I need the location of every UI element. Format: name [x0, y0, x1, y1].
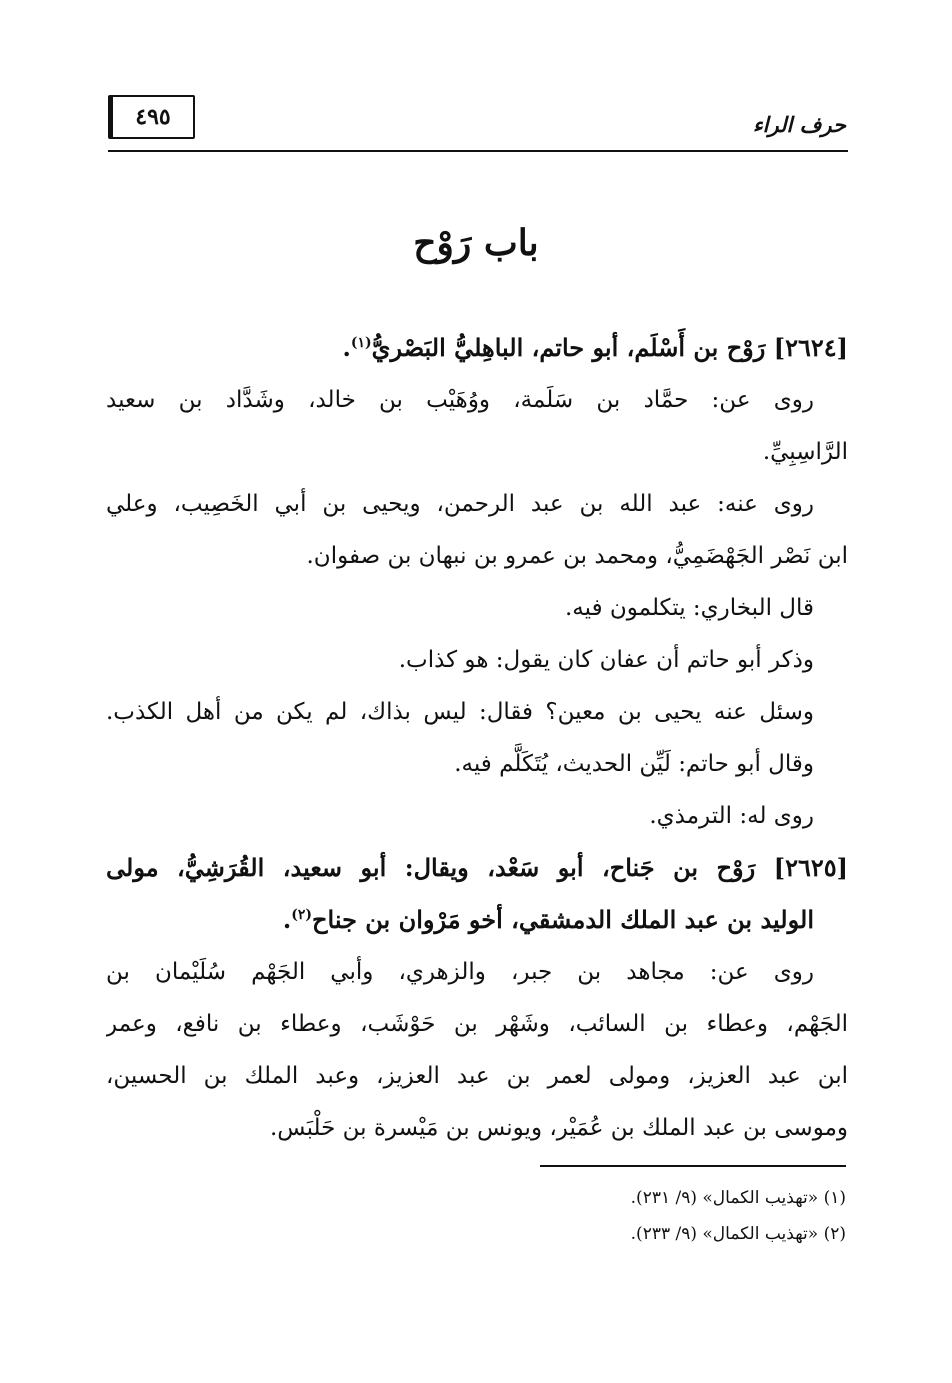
- entry-heading-2624: [106, 322, 848, 374]
- heading-end: .: [282, 905, 292, 934]
- entry-line: قال البخاري: يتكلمون فيه.: [564, 595, 814, 621]
- entry-heading-text: الوليد بن عبد الملك الدمشقي، أخو مَرْوان بن جناح: [312, 905, 814, 934]
- running-title: حرف الراء: [752, 112, 846, 137]
- entry-line: وسئل عنه يحيى بن معين؟ فقال: ليس بذاك، لم يكن من أهل الكذب.: [106, 699, 814, 725]
- chapter-title: باب رَوْح: [413, 222, 539, 264]
- entry-line: وموسى بن عبد الملك بن عُمَيْر، ويونس بن مَيْسرة بن حَلْبَس.: [269, 1115, 848, 1141]
- entry-line: روى عنه: عبد الله بن عبد الرحمن، ويحيى بن أبي الخَصِيب، وعلي: [106, 491, 814, 517]
- entry-heading-2625-continued: [106, 894, 848, 946]
- entry-line: ابن عبد العزيز، ومولى لعمر بن عبد العزيز، وعبد الملك بن الحسين،: [106, 1063, 848, 1089]
- footnote-divider: [540, 1165, 846, 1167]
- entry-heading-text: [٢٦٢٤] رَوْح بن أَسْلَم، أبو حاتم، الباهِليُّ البَصْريُّ: [371, 333, 848, 362]
- entry-line: روى عن: حمَّاد بن سَلَمة، ووُهَيْب بن خالد، وشَدَّاد بن سعيد: [106, 387, 814, 413]
- heading-end: .: [342, 333, 351, 362]
- entry-line: روى عن: مجاهد بن جبر، والزهري، وأبي الجَهْم سُلَيْمان بن: [106, 959, 814, 985]
- footnotes: [104, 1180, 846, 1252]
- entry-line: الرَّاسِبِيِّ.: [762, 439, 848, 465]
- page-number: [108, 95, 195, 139]
- entry-line: ابن نَصْر الجَهْضَمِيُّ، ومحمد بن عمرو بن نبهان بن صفوان.: [306, 543, 848, 569]
- entry-heading-2625: [٢٦٢٥] رَوْح بن جَناح، أبو سَعْد، ويقال: أبو سعيد، القُرَشِيُّ، مولى: [106, 853, 848, 882]
- footnote-marker: (١): [350, 335, 372, 351]
- footnote-1: (١) «تهذيب الكمال» (٩/ ٢٣١).: [630, 1188, 846, 1208]
- entry-line: وقال أبو حاتم: لَيِّن الحديث، يُتَكَلَّم فيه.: [454, 751, 814, 777]
- header-divider: [108, 150, 848, 152]
- footnote-marker: (٢): [291, 907, 313, 923]
- entry-line: روى له: الترمذي.: [649, 803, 814, 829]
- entry-line: وذكر أبو حاتم أن عفان كان يقول: هو كذاب.: [398, 647, 814, 673]
- page-number-text: ٤٩٥: [135, 104, 171, 130]
- main-text: [106, 322, 848, 1154]
- entry-line: الجَهْم، وعطاء بن السائب، وشَهْر بن حَوْشَب، وعطاء بن نافع، وعمر: [106, 1011, 848, 1037]
- footnote-2: (٢) «تهذيب الكمال» (٩/ ٢٣٣).: [630, 1224, 846, 1244]
